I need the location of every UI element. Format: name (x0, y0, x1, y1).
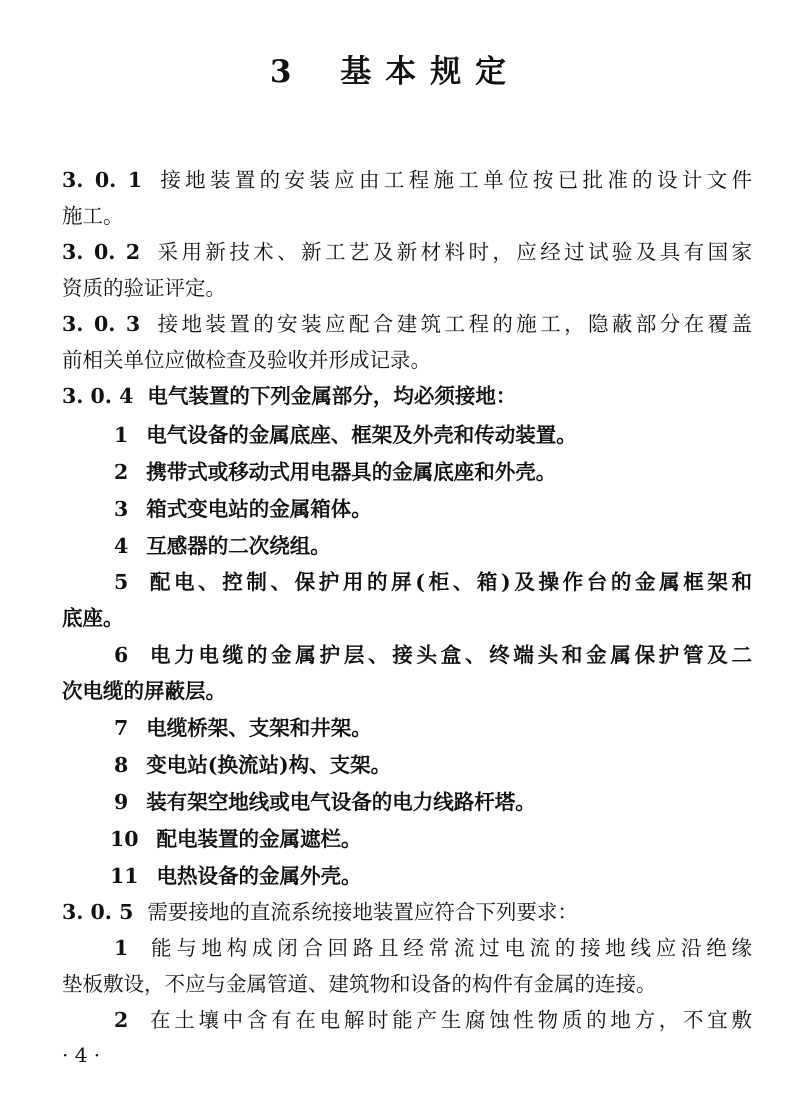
list-item-3: 3 箱式变电站的金属箱体。 (114, 497, 372, 521)
list-item-1: 1 电气设备的金属底座、框架及外壳和传动装置。 (114, 423, 577, 447)
list-item-4: 4 互感器的二次绕组。 (114, 534, 331, 558)
clause-number: 3. 0. 3 (62, 312, 141, 336)
list-item-6-line-2: 次电缆的屏蔽层。 (62, 679, 226, 703)
list-item-6-line-1: 6 电力电缆的金属护层、接头盒、终端头和金属保护管及二 (114, 643, 752, 667)
list-item-5-line-1: 5 配电、控制、保护用的屏(柜、箱)及操作台的金属框架和 (114, 570, 752, 594)
clause-3-0-1-line-2: 施工。 (62, 204, 124, 228)
clause-3-0-2-line-1 (62, 235, 752, 269)
chapter-number: 3 (269, 54, 306, 90)
clause-number: 3. 0. 5 (62, 900, 134, 924)
clause-text: 电气装置的下列金属部分，均必须接地： (147, 384, 517, 408)
clause-3-0-3-line-1 (62, 307, 752, 341)
clause-number: 3. 0. 4 (62, 384, 134, 408)
clause-3-0-5-item-1-line-1: 1 能与地构成闭合回路且经常流过电流的接地线应沿绝缘 (114, 936, 752, 960)
clause-text: 接地装置的安装应配合建筑工程的施工，隐蔽部分在覆盖 (154, 312, 752, 336)
list-item-8: 8 变电站(换流站)构、支架。 (114, 753, 392, 777)
clause-3-0-5-item-2-line-1: 2 在土壤中含有在电解时能产生腐蚀性物质的地方，不宜敷 (114, 1008, 752, 1032)
clause-text: 采用新技术、新工艺及新材料时，应经过试验及具有国家 (154, 240, 752, 264)
clause-text: 需要接地的直流系统接地装置应符合下列要求： (147, 900, 578, 924)
list-item-2: 2 携带式或移动式用电器具的金属底座和外壳。 (114, 460, 557, 484)
clause-3-0-5 (62, 895, 752, 929)
list-item-10: 10 配电装置的金属遮栏。 (110, 827, 362, 851)
clause-text: 接地装置的安装应由工程施工单位按已批准的设计文件 (156, 168, 752, 192)
list-item-7: 7 电缆桥架、支架和井架。 (114, 716, 372, 740)
clause-3-0-5-item-1-line-2: 垫板敷设，不应与金属管道、建筑物和设备的构件有金属的连接。 (62, 972, 657, 996)
clause-3-0-1-line-1 (62, 163, 752, 197)
clause-3-0-3-line-2: 前相关单位应做检查及验收并形成记录。 (62, 348, 431, 372)
page-number: · 4 · (62, 1043, 101, 1067)
list-item-11: 11 电热设备的金属外壳。 (110, 864, 362, 888)
chapter-heading (0, 52, 790, 92)
clause-3-0-4 (62, 379, 752, 413)
chapter-title: 基本规定 (340, 54, 521, 90)
clause-number: 3. 0. 1 (62, 168, 143, 192)
clause-3-0-2-line-2: 资质的验证评定。 (62, 276, 226, 300)
list-item-5-line-2: 底座。 (62, 606, 124, 630)
clause-number: 3. 0. 2 (62, 240, 141, 264)
list-item-9: 9 装有架空地线或电气设备的电力线路杆塔。 (114, 790, 536, 814)
